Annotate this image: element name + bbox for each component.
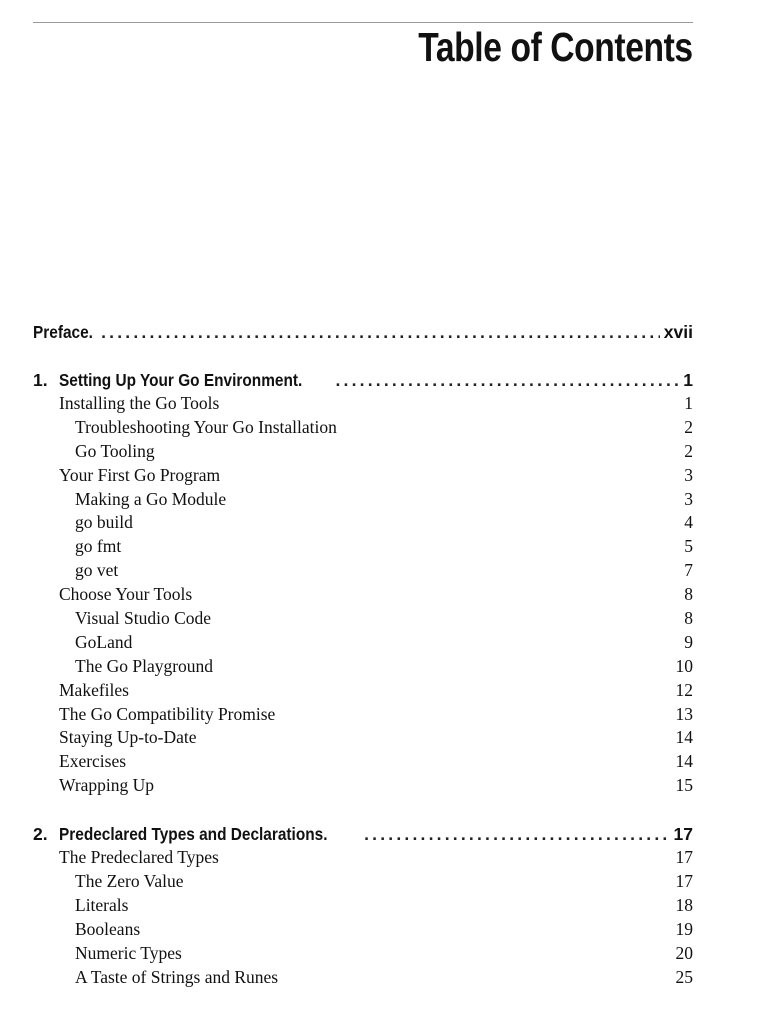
- toc-entry-label: A Taste of Strings and Runes: [75, 966, 279, 987]
- toc-entry-page: 14: [675, 727, 693, 748]
- toc-entry-label: Making a Go Module: [75, 488, 227, 509]
- toc-entry[interactable]: [33, 607, 693, 631]
- chapter-page: 17: [673, 824, 693, 845]
- toc-entry-page: 19: [675, 918, 693, 939]
- chapter-number: 1.: [33, 370, 48, 390]
- toc-entry[interactable]: [33, 392, 693, 416]
- toc-entry[interactable]: [33, 966, 693, 990]
- toc-entry-label: Makefiles: [59, 679, 129, 700]
- toc-entry-page: 17: [675, 871, 693, 892]
- toc-entry-label: The Go Playground: [75, 655, 214, 676]
- chapter-title: Predeclared Types and Declarations.: [59, 824, 328, 845]
- toc-entry-page: 17: [675, 847, 693, 868]
- toc-entry[interactable]: [33, 559, 693, 583]
- toc-entry-page: 8: [684, 584, 693, 605]
- toc-preface[interactable]: [33, 320, 693, 344]
- toc-chapters: [33, 368, 693, 989]
- toc-entry-page: 14: [675, 751, 693, 772]
- toc-entry-label: Visual Studio Code: [75, 608, 212, 629]
- header-rule: [33, 22, 693, 23]
- toc-entry-page: 18: [675, 894, 693, 915]
- toc-entry[interactable]: [33, 440, 693, 464]
- toc-entry-page: 5: [684, 536, 693, 557]
- chapter-page: 1: [683, 370, 693, 390]
- toc-entry-page: 25: [675, 966, 693, 987]
- toc-entry-label: Go Tooling: [75, 440, 155, 461]
- page-title: Table of Contents: [418, 24, 693, 70]
- leader-dots: [335, 368, 679, 392]
- toc-entry[interactable]: [33, 703, 693, 727]
- toc-entry-page: 2: [684, 440, 693, 461]
- toc-entry-label: The Go Compatibility Promise: [59, 703, 276, 724]
- toc-entry[interactable]: [33, 894, 693, 918]
- toc-preface-page: xvii: [663, 322, 693, 342]
- toc-entry-label: Booleans: [75, 918, 141, 939]
- toc-preface-label: Preface.: [33, 322, 93, 342]
- toc-entry[interactable]: [33, 918, 693, 942]
- toc-entry-page: 12: [675, 679, 693, 700]
- chapter-number: 2.: [33, 824, 48, 845]
- toc-entry-page: 9: [684, 631, 693, 652]
- toc-entry-label: GoLand: [75, 631, 133, 652]
- toc-entry[interactable]: [33, 750, 693, 774]
- toc-entry[interactable]: [33, 464, 693, 488]
- toc-entry[interactable]: [33, 679, 693, 703]
- toc-entry-page: 4: [684, 512, 693, 533]
- toc-entry-label: Choose Your Tools: [59, 584, 193, 605]
- toc-entry-label: go build: [75, 512, 133, 533]
- toc-entry-page: 3: [684, 464, 693, 485]
- chapter-title: Setting Up Your Go Environment.: [59, 370, 303, 390]
- toc-entry[interactable]: [33, 655, 693, 679]
- toc-entry-page: 13: [675, 703, 693, 724]
- toc-entry-page: 3: [684, 488, 693, 509]
- toc-entry[interactable]: [33, 942, 693, 966]
- toc-entry-label: Installing the Go Tools: [59, 393, 220, 413]
- toc-entry-label: go fmt: [75, 536, 122, 557]
- toc-entry-label: Troubleshooting Your Go Installation: [75, 416, 337, 437]
- toc-entry[interactable]: [33, 511, 693, 535]
- toc-entry-page: 8: [684, 608, 693, 629]
- toc-entry-page: 1: [684, 393, 693, 413]
- toc-entry-page: 15: [675, 775, 693, 796]
- toc-entry[interactable]: [33, 488, 693, 512]
- leader-dots: [101, 320, 660, 344]
- toc-entry[interactable]: [33, 870, 693, 894]
- toc-entry[interactable]: [33, 631, 693, 655]
- toc-entry-label: Staying Up-to-Date: [59, 727, 197, 748]
- toc-entry[interactable]: [33, 583, 693, 607]
- toc-chapter-heading[interactable]: [33, 368, 693, 392]
- toc-entry-label: Literals: [75, 894, 129, 915]
- toc-entry-label: Numeric Types: [75, 942, 182, 963]
- leader-dots: [364, 822, 669, 846]
- toc-entry-label: The Predeclared Types: [59, 847, 219, 868]
- toc-entry[interactable]: [33, 726, 693, 750]
- toc-entry-label: Your First Go Program: [59, 464, 221, 485]
- toc-entry[interactable]: [33, 535, 693, 559]
- toc-entry-page: 20: [675, 942, 693, 963]
- toc-entry-label: Exercises: [59, 751, 127, 772]
- toc-entry-label: The Zero Value: [75, 871, 184, 892]
- toc-entry-label: go vet: [75, 560, 119, 581]
- toc-entry[interactable]: [33, 774, 693, 798]
- toc-entry-label: Wrapping Up: [59, 775, 155, 796]
- toc-chapter-heading[interactable]: [33, 822, 693, 846]
- toc-entry-page: 2: [684, 416, 693, 437]
- toc-entry[interactable]: [33, 846, 693, 870]
- toc-entry[interactable]: [33, 416, 693, 440]
- toc-entry-page: 10: [675, 655, 693, 676]
- toc-entry-page: 7: [684, 560, 693, 581]
- toc-list: [33, 320, 693, 989]
